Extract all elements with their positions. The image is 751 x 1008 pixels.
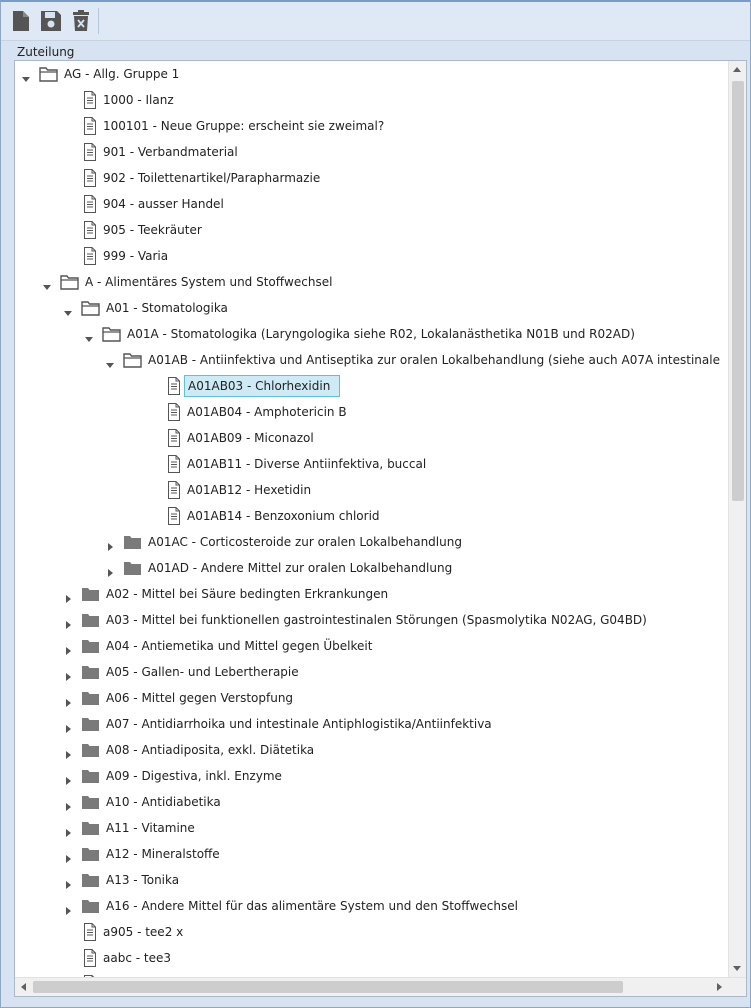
expand-arrow-right-icon[interactable] [105, 563, 115, 573]
tree-node[interactable] [15, 477, 720, 503]
document-icon [83, 923, 101, 941]
folder-closed-icon [81, 638, 99, 656]
expand-arrow-right-icon[interactable] [63, 615, 73, 625]
tree-node-label[interactable]: 902 - Toilettenartikel/Parapharmazie [103, 171, 321, 185]
tree-node[interactable] [15, 87, 720, 113]
tree-node-label[interactable]: A02 - Mittel bei Säure bedingten Erkrankungen [106, 587, 389, 601]
tree-node[interactable] [15, 217, 720, 243]
tree-node-label[interactable]: A07 - Antidiarrhoika und intestinale Antiphlogistika/Antiinfektiva [106, 717, 492, 731]
document-icon [167, 455, 185, 473]
tree-node[interactable] [15, 711, 720, 737]
expand-arrow-down-icon[interactable] [63, 303, 73, 313]
tree-node-label[interactable]: A03 - Mittel bei funktionellen gastrointestinalen Störungen (Spasmolytika N02AG, G04BD) [106, 613, 647, 627]
tree-node-label[interactable]: A01A - Stomatologika (Laryngologika siehe R02, Lokalanästhetika N01B und R02AD) [127, 327, 635, 341]
tree-node[interactable] [15, 633, 720, 659]
expand-arrow-right-icon[interactable] [63, 641, 73, 651]
zuteilung-panel [6, 44, 741, 999]
tree-node-label[interactable]: 905 - Teekräuter [103, 223, 202, 237]
tree-node-label[interactable]: AG - Allg. Gruppe 1 [64, 67, 180, 81]
tree-node-label[interactable]: A05 - Gallen- und Lebertherapie [106, 665, 299, 679]
tree-node-label[interactable]: A16 - Andere Mittel für das alimentäre System und den Stoffwechsel [106, 899, 518, 913]
document-icon [83, 195, 101, 213]
document-icon [83, 91, 101, 109]
tree-node[interactable] [15, 373, 720, 399]
expand-arrow-right-icon[interactable] [63, 693, 73, 703]
folder-closed-icon [81, 846, 99, 864]
tree-node-label[interactable]: A12 - Mineralstoffe [106, 847, 220, 861]
folder-closed-icon [81, 872, 99, 890]
expand-arrow-right-icon[interactable] [63, 823, 73, 833]
tree-node-label[interactable]: A01AB04 - Amphotericin B [187, 405, 347, 419]
tree-node-label[interactable]: A09 - Digestiva, inkl. Enzyme [106, 769, 282, 783]
expand-arrow-right-icon[interactable] [63, 589, 73, 599]
tree-node-label[interactable]: 999 - Varia [103, 249, 169, 263]
tree-node[interactable] [15, 347, 720, 373]
tree-node-label[interactable]: A01AC - Corticosteroide zur oralen Lokalbehandlung [148, 535, 462, 549]
tree-node-label[interactable]: A - Alimentäres System und Stoffwechsel [85, 275, 333, 289]
expand-arrow-right-icon[interactable] [63, 849, 73, 859]
tree-node-label[interactable]: 901 - Verbandmaterial [103, 145, 238, 159]
expand-arrow-down-icon[interactable] [42, 277, 52, 287]
tree-node[interactable] [15, 737, 720, 763]
scroll-down-arrow-icon[interactable] [733, 966, 741, 971]
folder-open-icon [60, 274, 78, 292]
expand-arrow-right-icon[interactable] [63, 745, 73, 755]
tree-node[interactable] [15, 893, 720, 919]
new-document-icon [11, 10, 31, 32]
tree-node-label[interactable]: A01AB - Antiinfektiva und Antiseptika zur oralen Lokalbehandlung (siehe auch A07A intestinale [148, 353, 720, 367]
tree-node[interactable] [15, 841, 720, 867]
folder-closed-icon [81, 612, 99, 630]
expand-arrow-down-icon[interactable] [84, 329, 94, 339]
document-icon [83, 143, 101, 161]
tree-node-label[interactable]: A01AB11 - Diverse Antiinfektiva, buccal [187, 457, 427, 471]
tree-node-label-selected[interactable]: A01AB03 - Chlorhexidin [184, 375, 340, 397]
tree-view[interactable] [15, 61, 720, 977]
expand-arrow-right-icon[interactable] [105, 537, 115, 547]
tree-node[interactable] [15, 919, 720, 945]
tree-node[interactable] [15, 321, 720, 347]
expand-arrow-right-icon[interactable] [63, 797, 73, 807]
delete-trash-icon [72, 10, 90, 32]
tree-node-label[interactable]: A10 - Antidiabetika [106, 795, 221, 809]
tree-node[interactable] [15, 113, 720, 139]
tree-node-label[interactable]: A01AB12 - Hexetidin [187, 483, 312, 497]
expand-arrow-right-icon[interactable] [63, 719, 73, 729]
folder-closed-icon [81, 898, 99, 916]
tree-node[interactable] [15, 61, 720, 87]
folder-closed-icon [81, 768, 99, 786]
tree-node-label[interactable]: aabc - tee3 [103, 951, 171, 965]
folder-closed-icon [81, 742, 99, 760]
expand-arrow-right-icon[interactable] [63, 901, 73, 911]
vertical-scroll-thumb[interactable] [732, 81, 744, 501]
tree-node[interactable] [15, 139, 720, 165]
save-button[interactable] [38, 8, 64, 34]
tree-node[interactable] [15, 867, 720, 893]
expand-arrow-right-icon[interactable] [63, 667, 73, 677]
tree-node-label[interactable]: A04 - Antiemetika und Mittel gegen Übelkeit [106, 639, 373, 653]
tree-node-label[interactable]: A01AD - Andere Mittel zur oralen Lokalbehandlung [148, 561, 453, 575]
tree-node-label[interactable]: A01AB09 - Miconazol [187, 431, 314, 445]
folder-open-icon [39, 66, 57, 84]
document-icon [167, 429, 185, 447]
tree-node-label[interactable]: A06 - Mittel gegen Verstopfung [106, 691, 294, 705]
document-icon [167, 377, 185, 395]
folder-closed-icon [123, 534, 141, 552]
tree-node[interactable] [15, 269, 720, 295]
tree-node[interactable] [15, 607, 720, 633]
tree-node-label[interactable]: 100101 - Neue Gruppe: erscheint sie zweimal? [103, 119, 385, 133]
tree-node[interactable] [15, 451, 720, 477]
tree-node[interactable] [15, 503, 720, 529]
folder-closed-icon [123, 560, 141, 578]
horizontal-scrollbar[interactable] [15, 977, 746, 996]
document-icon [83, 949, 101, 967]
folder-closed-icon [81, 716, 99, 734]
tree-node[interactable] [15, 243, 720, 269]
scroll-right-arrow-icon[interactable] [717, 983, 722, 991]
new-button[interactable] [8, 8, 34, 34]
tree-node-label[interactable]: a905 - tee2 x [103, 925, 184, 939]
tree-node-label[interactable]: A08 - Antiadiposita, exkl. Diätetika [106, 743, 315, 757]
toolbar-separator [98, 8, 99, 34]
document-icon [167, 481, 185, 499]
tree-node[interactable] [15, 295, 720, 321]
tree-node[interactable] [15, 815, 720, 841]
tree-node[interactable] [15, 659, 720, 685]
tree-node[interactable] [15, 789, 720, 815]
folder-closed-icon [81, 820, 99, 838]
folder-open-icon [102, 326, 120, 344]
document-icon [83, 221, 101, 239]
document-icon [83, 169, 101, 187]
scroll-left-arrow-icon[interactable] [21, 983, 26, 991]
folder-closed-icon [81, 586, 99, 604]
expand-arrow-down-icon[interactable] [21, 69, 31, 79]
tree-node-label[interactable]: A01 - Stomatologika [106, 301, 228, 315]
document-icon [83, 247, 101, 265]
tree-node[interactable] [15, 399, 720, 425]
folder-open-icon [123, 352, 141, 370]
tree-node-label[interactable]: A01AB14 - Benzoxonium chlorid [187, 509, 380, 523]
document-icon [167, 507, 185, 525]
tree-node-label[interactable]: A13 - Tonika [106, 873, 180, 887]
panel-title: Zuteilung [17, 45, 75, 59]
folder-closed-icon [81, 664, 99, 682]
tree-node[interactable] [15, 165, 720, 191]
expand-arrow-right-icon[interactable] [63, 875, 73, 885]
tree-node[interactable] [15, 581, 720, 607]
folder-closed-icon [81, 690, 99, 708]
tree-node[interactable] [15, 425, 720, 451]
document-icon [167, 403, 185, 421]
tree-node-label[interactable]: 904 - ausser Handel [103, 197, 224, 211]
vertical-scrollbar[interactable] [728, 61, 746, 977]
toolbar [1, 2, 750, 41]
tree-node[interactable] [15, 685, 720, 711]
delete-button[interactable] [68, 8, 94, 34]
save-disk-icon [40, 10, 62, 32]
expand-arrow-down-icon[interactable] [105, 355, 115, 365]
tree-node[interactable] [15, 529, 720, 555]
document-icon [83, 117, 101, 135]
folder-open-icon [81, 300, 99, 318]
horizontal-scroll-thumb[interactable] [33, 981, 623, 993]
tree-node[interactable] [15, 191, 720, 217]
tree-node-label[interactable]: 1000 - Ilanz [103, 93, 174, 107]
scroll-up-arrow-icon[interactable] [733, 67, 741, 72]
tree-node[interactable] [15, 945, 720, 971]
tree-node[interactable] [15, 555, 720, 581]
tree-node[interactable] [15, 763, 720, 789]
tree-node-label[interactable]: A11 - Vitamine [106, 821, 195, 835]
expand-arrow-right-icon[interactable] [63, 771, 73, 781]
tree-container [14, 60, 747, 997]
folder-closed-icon [81, 794, 99, 812]
